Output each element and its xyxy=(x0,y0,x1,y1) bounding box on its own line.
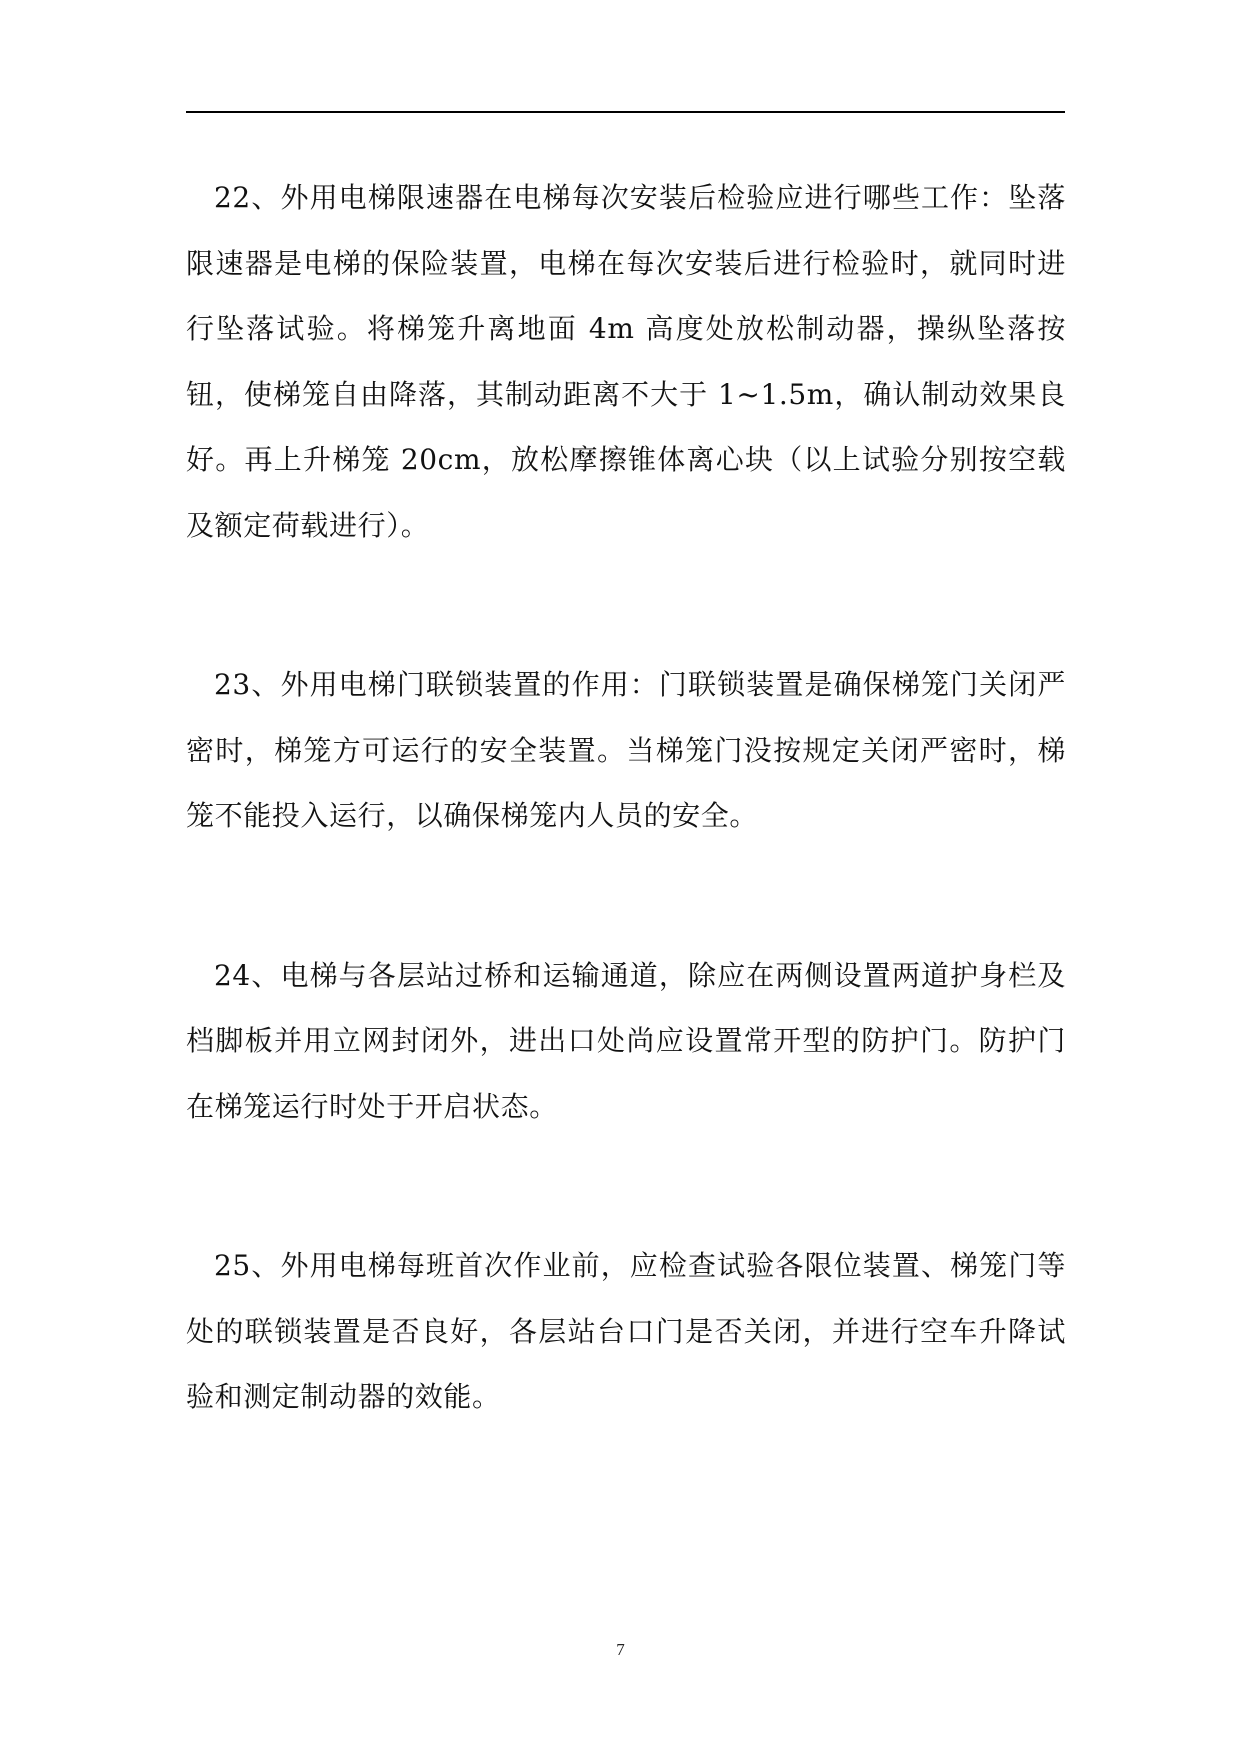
paragraph-22: 22、外用电梯限速器在电梯每次安装后检验应进行哪些工作：坠落限速器是电梯的保险装置，电梯在每次安装后进行检验时，就同时进行坠落试验。将梯笼升离地面 4m 高度处放松制动器，操纵坠落按钮，使梯笼自由降落，其制动距离不大于 1~1.5m，确认制动效果良好。再上升梯笼 20cm，放松摩擦锥体离心块（以上试验分别按空载及额定荷载进行）。 xyxy=(186,181,1066,542)
paragraph-24: 24、电梯与各层站过桥和运输通道，除应在两侧设置两道护身栏及档脚板并用立网封闭外，进出口处尚应设置常开型的防护门。防护门在梯笼运行时处于开启状态。 xyxy=(186,958,1066,1123)
paragraph-25: 25、外用电梯每班首次作业前，应检查试验各限位装置、梯笼门等处的联锁装置是否良好，各层站台口门是否关闭，并进行空车升降试验和测定制动器的效能。 xyxy=(186,1249,1066,1413)
paragraph-23: 23、外用电梯门联锁装置的作用：门联锁装置是确保梯笼门关闭严密时，梯笼方可运行的安全装置。当梯笼门没按规定关闭严密时，梯笼不能投入运行，以确保梯笼内人员的安全。 xyxy=(186,668,1066,832)
page-number: 7 xyxy=(616,1640,625,1659)
header-rule xyxy=(186,111,1065,113)
page-body xyxy=(186,165,1066,1430)
